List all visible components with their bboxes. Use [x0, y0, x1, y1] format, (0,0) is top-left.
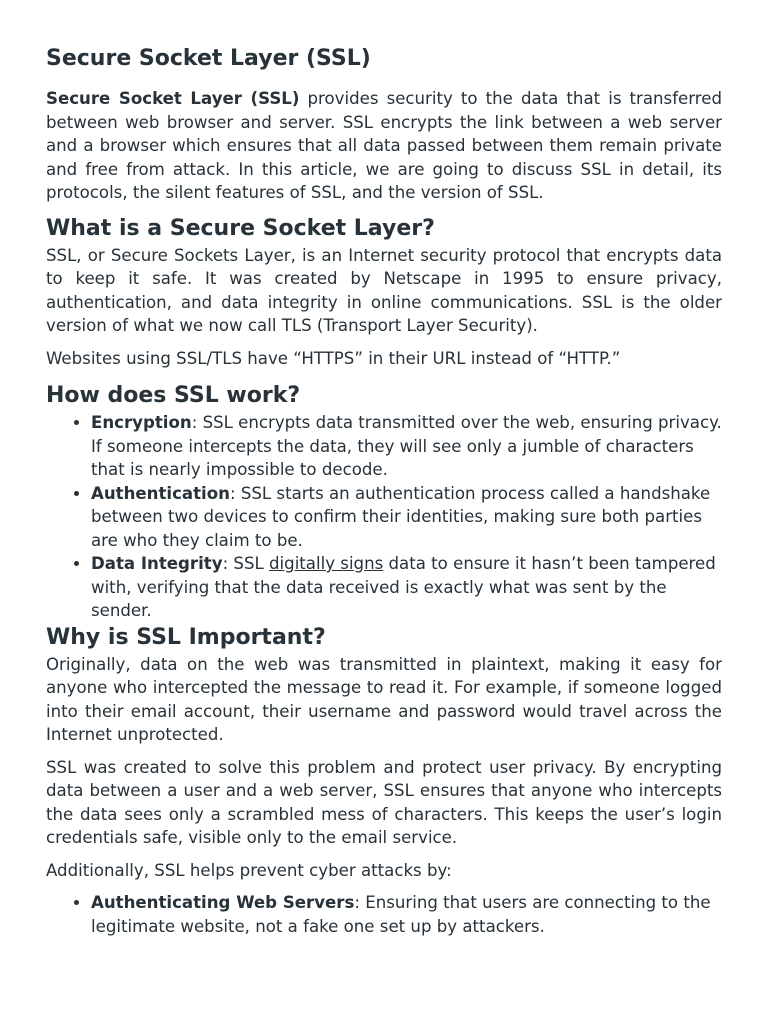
list-item-text: : SSL encrypts data transmitted over the web, ensuring privacy. If someone intercepts the data, they will see only a jumble of characters that is nearly impossible to decode.	[91, 413, 722, 479]
how-works-list	[46, 411, 722, 623]
list-item-term: Authenticating Web Servers	[91, 893, 355, 912]
list-item	[91, 411, 722, 482]
what-is-paragraph-1: SSL, or Secure Sockets Layer, is an Internet security protocol that encrypts data to keep it safe. It was created by Netscape in 1995 to ensure privacy, authentication, and data integrity in online communications. SSL is the older version of what we now call TLS (Transport Layer Security).	[46, 245, 722, 335]
page-title: Secure Socket Layer (SSL)	[46, 46, 371, 71]
intro-paragraph	[46, 87, 722, 205]
intro-text: provides security to the data that is transferred between web browser and server. SSL encrypts the link between a web server and a browser which ensures that all data passed between them remain private and free from attack. In this article, we are going to discuss SSL in detail, its protocols, the silent features of SSL, and the version of SSL.	[46, 89, 722, 202]
how-works-heading: How does SSL work?	[46, 383, 301, 408]
why-paragraph-3: Additionally, SSL helps prevent cyber attacks by:	[46, 860, 452, 880]
list-item-text: data to ensure it hasn’t been tampered with, verifying that the data received is exactly what was sent by the sender.	[91, 554, 716, 620]
why-paragraph-2: SSL was created to solve this problem and protect user privacy. By encrypting data between a user and a web server, SSL ensures that anyone who intercepts the data sees only a scrambled mess of characters. This keeps the user’s login credentials safe, visible only to the email service.	[46, 757, 722, 847]
list-item-pre: : SSL	[222, 554, 270, 573]
list-item-term: Encryption	[91, 413, 192, 432]
list-item-term: Data Integrity	[91, 554, 223, 573]
intro-bold: Secure Socket Layer (SSL)	[46, 89, 300, 108]
why-important-heading: Why is SSL Important?	[46, 624, 326, 650]
what-is-paragraph-2: Websites using SSL/TLS have “HTTPS” in their URL instead of “HTTP.”	[46, 348, 621, 368]
why-list	[46, 891, 722, 938]
why-paragraph-1: Originally, data on the web was transmitted in plaintext, making it easy for anyone who intercepted the message to read it. For example, if someone logged into their email account, their username and password would travel across the Internet unprotected.	[46, 654, 722, 744]
digitally-signs-link[interactable]: digitally signs	[269, 554, 384, 573]
list-item	[91, 552, 722, 623]
list-item-term: Authentication	[91, 483, 230, 503]
what-is-heading: What is a Secure Socket Layer?	[46, 215, 435, 241]
list-item	[91, 482, 722, 553]
list-item	[91, 891, 722, 938]
list-item-text: : Ensuring that users are connecting to the legitimate website, not a fake one set up by attackers.	[91, 893, 711, 936]
list-item-text: : SSL starts an authentication process called a handshake between two devices to confirm their identities, making sure both parties are who they claim to be.	[91, 483, 711, 550]
